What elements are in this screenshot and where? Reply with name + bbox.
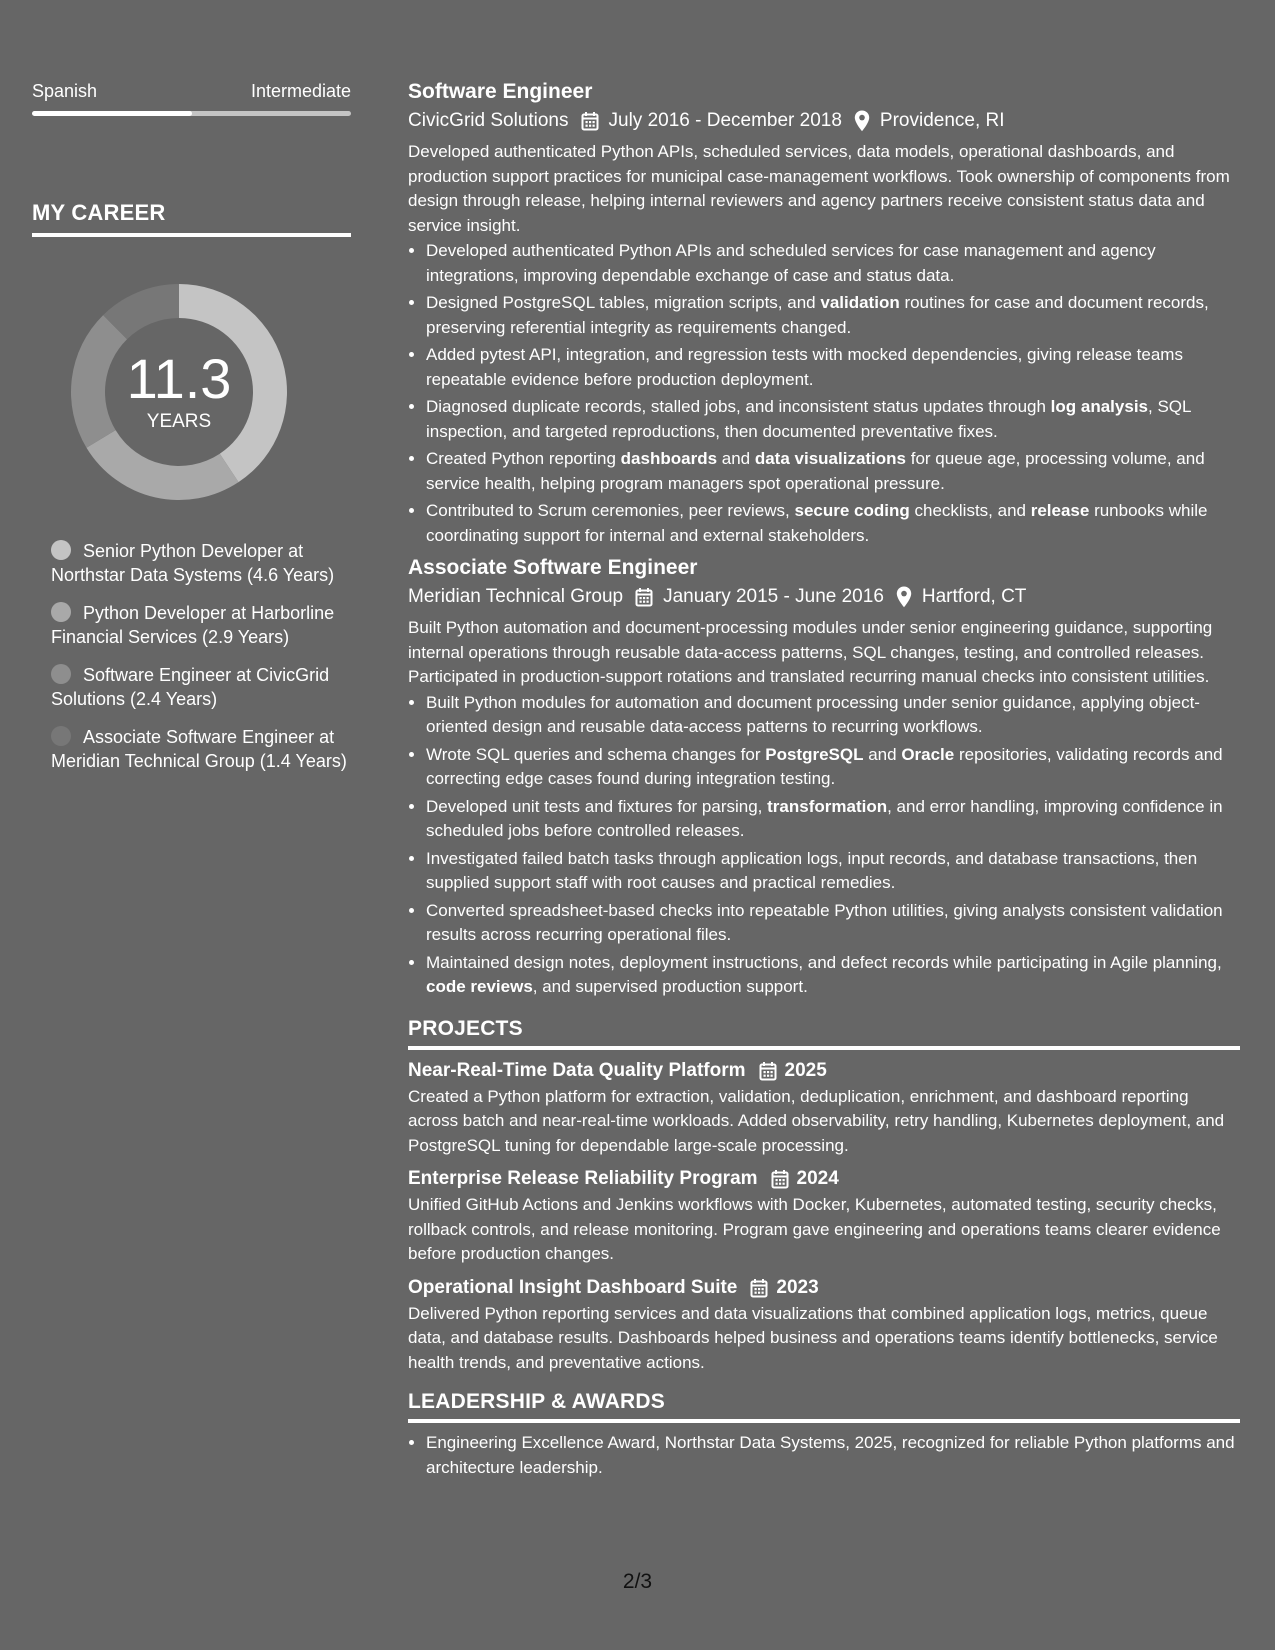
project-entry [408, 1166, 1240, 1267]
job-bullet [426, 239, 1240, 288]
text-run: Maintained design notes, deployment instructions, and defect records while participating in Agile planning, [426, 952, 1222, 972]
job-location: Hartford, CT [921, 586, 1027, 607]
projects-section-title: PROJECTS [408, 1016, 523, 1040]
language-name: Spanish [32, 81, 98, 101]
text-run: repositories, validating records and correcting edge cases found during integration testing. [426, 744, 1223, 788]
text-run: for queue age, processing volume, and service health, helping program managers spot operational pressure. [426, 449, 1205, 493]
job-bullet [426, 899, 1240, 948]
text-run: Developed authenticated Python APIs and scheduled services for case management and agency integrations, improving dependable exchange of case and status data. [426, 241, 1156, 285]
legend-swatch [51, 664, 71, 684]
job-bullet [426, 691, 1240, 740]
sidebar [32, 80, 351, 787]
text-run: runbooks while coordinating support for internal and external stakeholders. [426, 501, 1208, 545]
projects-list [408, 1058, 1240, 1376]
career-section-title: MY CAREER [32, 200, 166, 225]
project-name: Operational Insight Dashboard Suite [408, 1276, 738, 1298]
legend-item [51, 725, 351, 773]
map-pin-icon [854, 110, 870, 132]
legend-item [51, 539, 351, 587]
main-content [408, 78, 1240, 1483]
bold-keyword: code reviews [426, 977, 533, 996]
projects-section-rule [408, 1046, 1240, 1050]
job-bullet [426, 795, 1240, 844]
job-company: Meridian Technical Group [408, 586, 624, 607]
language-proficiency-fill [32, 111, 192, 116]
job-bullet [426, 343, 1240, 392]
map-pin-icon [896, 586, 912, 608]
awards-section-rule [408, 1419, 1240, 1423]
job-entry [408, 554, 1240, 1000]
project-description: Unified GitHub Actions and Jenkins workflows with Docker, Kubernetes, automated testing, security checks, rollback controls, and release monitoring. Program gave engineering and operations teams clearer evidence before production changes. [408, 1195, 1221, 1263]
text-run: , and error handling, improving confidence in scheduled jobs before controlled releases. [426, 796, 1223, 840]
calendar-icon [771, 1169, 789, 1189]
text-run: checklists, and [909, 501, 1031, 520]
legend-label: Python Developer at Harborline Financial Services (2.9 Years) [51, 603, 335, 647]
job-bullets [408, 239, 1240, 548]
awards-section-title: LEADERSHIP & AWARDS [408, 1390, 665, 1413]
legend-swatch [51, 540, 71, 560]
project-entry [408, 1275, 1240, 1376]
text-run: Wrote SQL queries and schema changes for [426, 744, 766, 764]
bold-keyword: data visualizations [754, 449, 907, 468]
legend-swatch [51, 602, 71, 622]
legend-item [51, 601, 351, 649]
job-meta [408, 582, 1240, 612]
job-dates: January 2015 - June 2016 [663, 586, 884, 607]
project-header [408, 1166, 1240, 1192]
career-total-years: 11.3 [126, 347, 232, 410]
project-entry [408, 1058, 1240, 1159]
job-summary: Built Python automation and document-processing modules under senior engineering guidance, supporting internal operations through reusable data-access patterns, SQL changes, testing, and controlled releases. Participated in production-support rotations and translated recurring manual checks into consistent utilities. [408, 618, 1213, 686]
bold-keyword: log analysis [1050, 397, 1148, 416]
job-bullet [426, 951, 1240, 1000]
bold-keyword: transformation [767, 796, 888, 816]
job-summary: Developed authenticated Python APIs, scheduled services, data models, operational dashboards, and production support practices for municipal case-management workflows. Took ownership of components from design through release, helping internal reviewers and agency partners receive consistent status data and service insight. [408, 142, 1230, 235]
text-run: and [717, 449, 755, 468]
calendar-icon [581, 111, 599, 131]
project-year: 2025 [784, 1059, 827, 1081]
job-bullet [426, 743, 1240, 792]
job-title: Software Engineer [408, 80, 593, 103]
text-run: , and supervised production support. [532, 977, 808, 996]
project-description: Delivered Python reporting services and data visualizations that combined application logs, metrics, queue data, and database results. Dashboards helped business and operations teams identify bottlenecks, service health trends, and preventative actions. [408, 1303, 1218, 1372]
job-bullet [426, 499, 1240, 548]
project-name: Near-Real-Time Data Quality Platform [408, 1059, 746, 1081]
text-run: Converted spreadsheet-based checks into repeatable Python utilities, giving analysts consistent validation results across recurring operational files. [426, 900, 1223, 944]
bold-keyword: PostgreSQL [765, 744, 864, 764]
bold-keyword: release [1030, 501, 1090, 520]
legend-swatch [51, 726, 71, 746]
text-run: Created Python reporting [426, 449, 621, 468]
job-meta [408, 106, 1240, 136]
legend-label: Associate Software Engineer at Meridian Technical Group (1.4 Years) [51, 727, 347, 771]
project-year: 2023 [776, 1276, 819, 1298]
text-run: Designed PostgreSQL tables, migration scripts, and [426, 293, 821, 312]
bold-keyword: validation [820, 293, 900, 312]
language-proficiency-bar [32, 111, 351, 116]
project-name: Enterprise Release Reliability Program [408, 1168, 758, 1189]
bold-keyword: dashboards [620, 449, 718, 468]
awards-list [408, 1431, 1240, 1480]
project-header [408, 1058, 1240, 1084]
text-run: and [863, 744, 902, 764]
calendar-icon [750, 1278, 768, 1298]
legend-label: Senior Python Developer at Northstar Data Systems (4.6 Years) [51, 541, 335, 585]
calendar-icon [635, 587, 653, 607]
language-row [32, 80, 351, 102]
text-run: Investigated failed batch tasks through application logs, input records, and database transactions, then supplied support staff with root causes and practical remedies. [426, 848, 1198, 892]
career-legend [32, 539, 351, 773]
language-level: Intermediate [250, 81, 351, 101]
bold-keyword: secure coding [794, 501, 910, 520]
job-bullet [426, 291, 1240, 340]
career-section-rule [32, 233, 351, 237]
job-bullet [426, 447, 1240, 496]
career-donut-chart [66, 279, 292, 505]
career-total-unit: YEARS [146, 411, 212, 432]
legend-label: Software Engineer at CivicGrid Solutions (2.4 Years) [51, 665, 330, 709]
job-bullet [426, 395, 1240, 444]
page-number: 2/3 [622, 1570, 653, 1593]
job-title: Associate Software Engineer [408, 556, 698, 579]
experience-list [408, 78, 1240, 1000]
legend-item [51, 663, 351, 711]
project-description: Created a Python platform for extraction, validation, deduplication, enrichment, and dashboard reporting across batch and near-real-time workloads. Added observability, retry handling, Kubernetes deployment, and PostgreSQL tuning for dependable large-scale processing. [408, 1086, 1225, 1155]
job-location: Providence, RI [879, 110, 1005, 131]
job-entry [408, 78, 1240, 548]
job-bullet [426, 847, 1240, 896]
text-run: , SQL inspection, and targeted reproductions, then documented preventative fixes. [426, 397, 1191, 441]
job-dates: July 2016 - December 2018 [608, 110, 842, 131]
job-bullets [408, 691, 1240, 1000]
donut-center [66, 279, 292, 505]
award-item: • Engineering Excellence Award, Northstar Data Systems, 2025, recognized for reliable Python platforms and architecture leadership. [426, 1431, 1240, 1480]
calendar-icon [759, 1061, 777, 1081]
job-company: CivicGrid Solutions [408, 110, 569, 131]
project-year: 2024 [796, 1168, 839, 1189]
project-header [408, 1275, 1240, 1301]
text-run: Contributed to Scrum ceremonies, peer reviews, [426, 501, 795, 520]
text-run: Diagnosed duplicate records, stalled jobs, and inconsistent status updates through [426, 397, 1051, 416]
bold-keyword: Oracle [901, 744, 955, 764]
text-run: routines for case and document records, preserving referential integrity as requirements changed. [426, 293, 1209, 337]
text-run: Built Python modules for automation and document processing under senior guidance, applying object-oriented design and reusable data-access patterns to recurring workflows. [426, 692, 1200, 736]
text-run: Added pytest API, integration, and regression tests with mocked dependencies, giving release teams repeatable evidence before production deployment. [426, 345, 1183, 389]
text-run: Developed unit tests and fixtures for parsing, [426, 796, 768, 816]
